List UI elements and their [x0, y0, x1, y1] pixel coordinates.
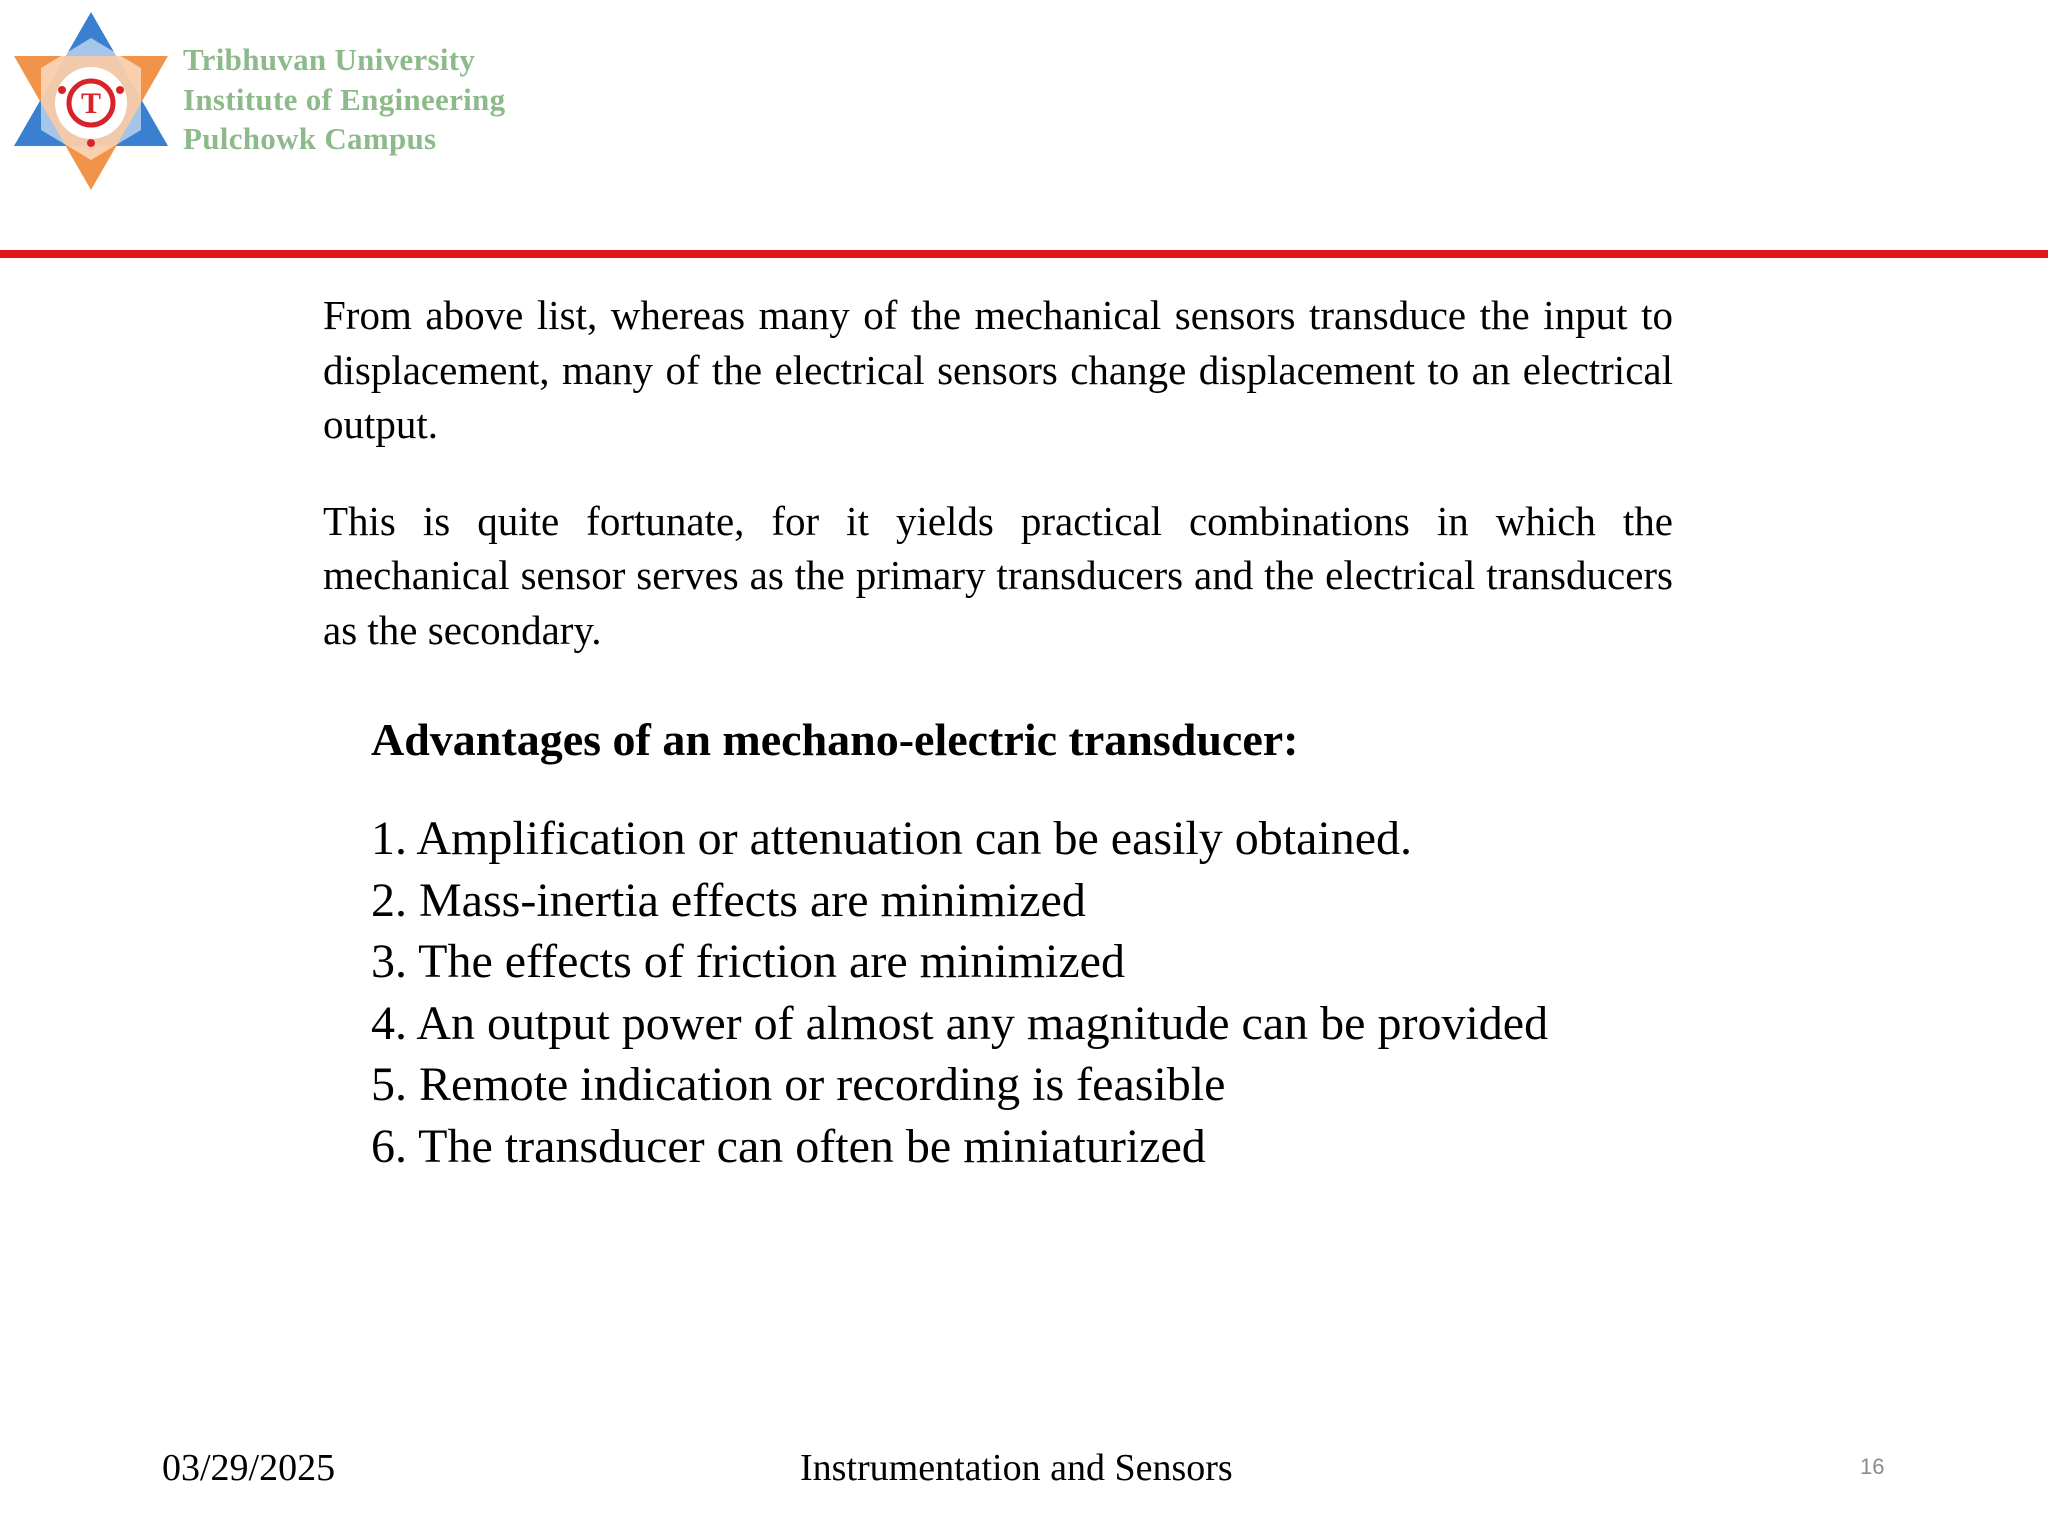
slide-body — [323, 288, 1673, 699]
slide-header — [0, 0, 2048, 250]
list-item: 1. Amplification or attenuation can be easily obtained. — [371, 812, 1413, 865]
institution-name — [183, 40, 505, 159]
institution-line-campus: Pulchowk Campus — [183, 121, 437, 156]
university-logo-icon — [10, 8, 172, 193]
list-item: 2. Mass-inertia effects are minimized — [371, 873, 1086, 927]
header-divider — [0, 250, 2048, 258]
list-item: 4. An output power of almost any magnitude can be provided — [371, 996, 1549, 1050]
footer-date: 03/29/2025 — [162, 1447, 336, 1489]
advantages-heading: Advantages of an mechano-electric transducer: — [371, 714, 1299, 765]
paragraph-mechanical-electrical: From above list, whereas many of the mechanical sensors transduce the input to displacement, many of the electrical sensors change displacement to an electrical output. — [323, 292, 1673, 447]
institution-line-university: Tribhuvan University — [183, 42, 476, 77]
advantages-section — [371, 712, 1771, 1177]
paragraph-fortunate-combination: This is quite fortunate, for it yields practical combinations in which the mechanical sensor serves as the primary transducers and the electrical transducers as the secondary. — [323, 497, 1673, 653]
institution-line-institute: Institute of Engineering — [183, 81, 506, 117]
page-number: 16 — [1860, 1454, 1885, 1479]
list-item: 6. The transducer can often be miniaturized — [371, 1119, 1206, 1173]
advantages-list — [371, 808, 1771, 1177]
svg-text:T: T — [80, 87, 102, 120]
list-item: 3. The effects of friction are minimized — [371, 935, 1125, 988]
footer-title: Instrumentation and Sensors — [800, 1447, 1233, 1489]
list-item: 5. Remote indication or recording is feasible — [371, 1058, 1226, 1111]
